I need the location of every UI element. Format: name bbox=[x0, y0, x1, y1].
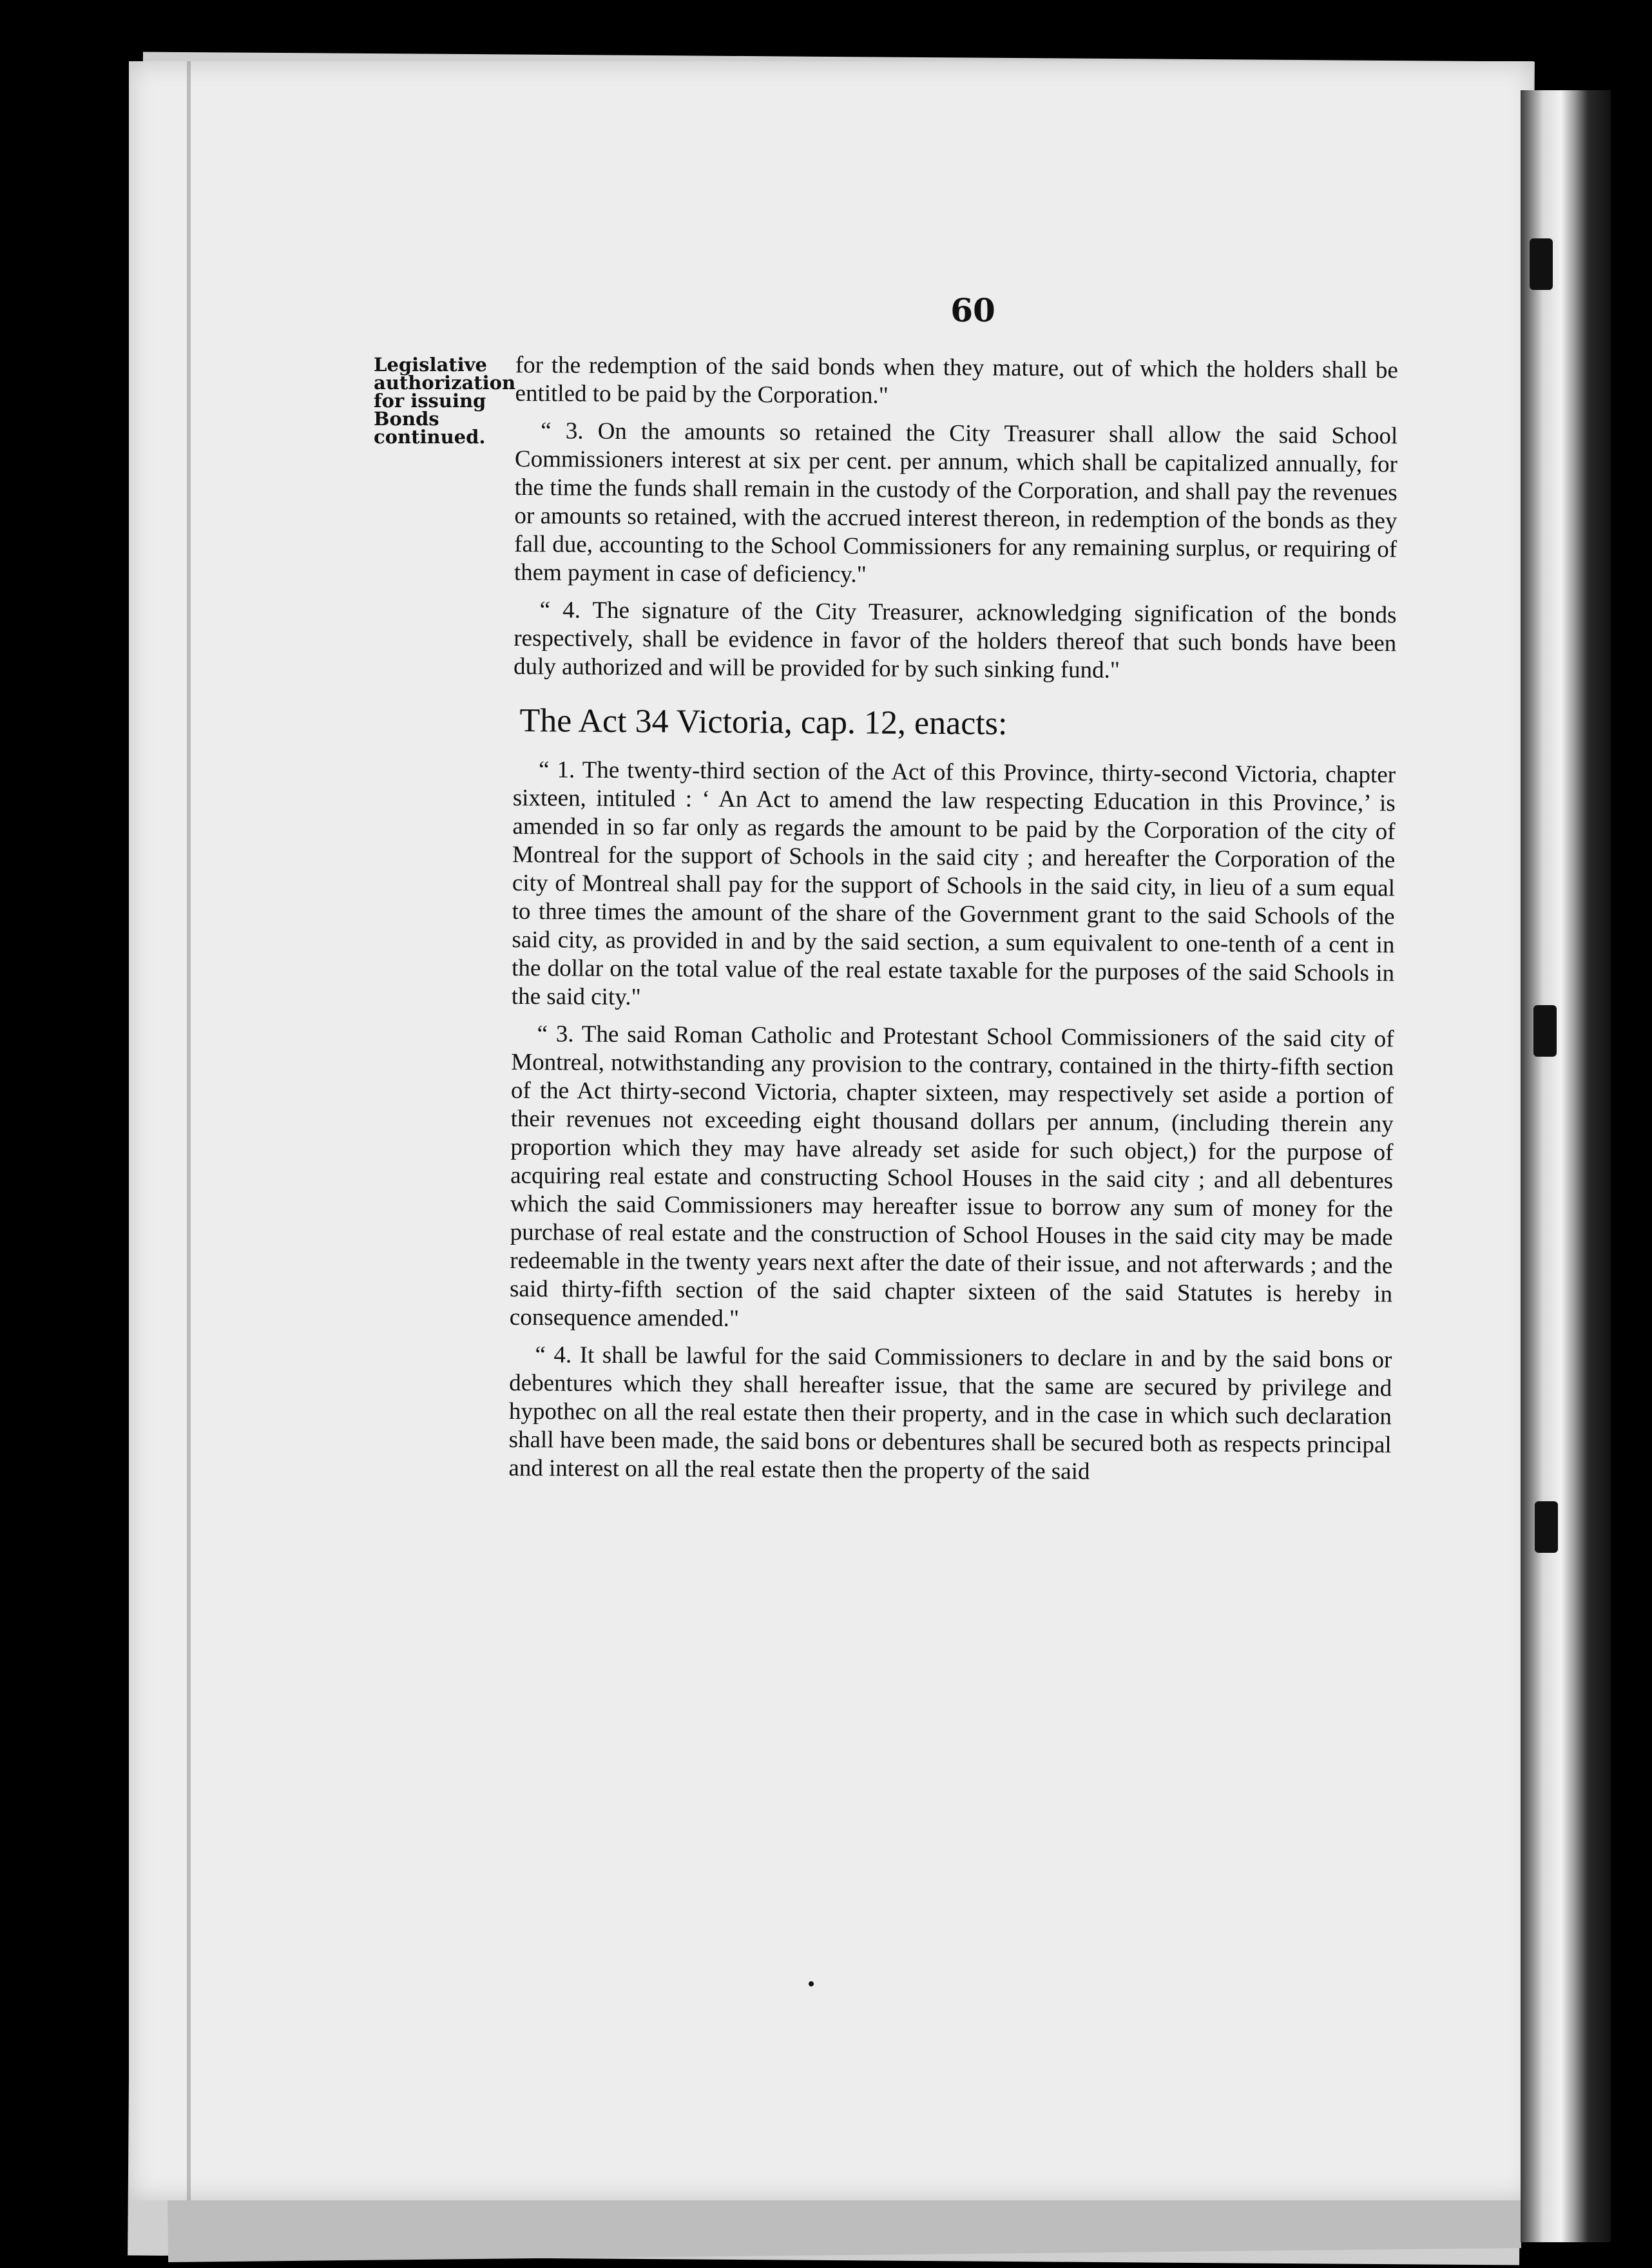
paragraph: for the redemption of the said bonds when they mature, out of which the holders shall be entitled to be paid by the Corporation." bbox=[515, 352, 1398, 409]
ink-dot bbox=[809, 1981, 814, 1986]
body-text bbox=[508, 351, 1398, 1497]
binding-notch bbox=[1535, 1501, 1558, 1553]
page-number: 60 bbox=[950, 291, 995, 329]
binding-notch bbox=[1530, 238, 1553, 290]
paragraph: “ 4. It shall be lawful for the said Commissioners to declare in and by the said bons or debentures which they shall hereafter issue, that the same are secured by privilege and hypothec on all the real estate then their property, and in the case in which such declaration shall have been made, the said bons or debentures shall be secured both as respects principal and interest on all the real estate then the property of the said bbox=[508, 1341, 1392, 1485]
book-binding-edge bbox=[1521, 90, 1611, 2242]
section-heading: The Act 34 Victoria, cap. 12, enacts: bbox=[519, 702, 1008, 742]
paragraph: “ 4. The signature of the City Treasurer, acknowledging signification of the bonds respectively, shall be evidence in favor of the holders thereof that such bonds have been duly authorized and will be provided for by such sinking fund." bbox=[513, 597, 1397, 684]
paragraph: “ 3. On the amounts so retained the City Treasurer shall allow the said School Commissioners interest at six per cent. per annum, which shall be capitalized annually, for the time the funds shall remain in the custody of the Corporation, and shall pay the revenues or amounts so retained, with the accrued interest thereon, in redemption of the bonds as they fall due, accounting to the School Commissioners for any remaining surplus, or requiring of them payment in case of deficiency." bbox=[514, 418, 1398, 588]
paragraph: “ 1. The twenty-third section of the Act of this Province, thirty-second Victoria, chapter sixteen, intituled : ‘ An Act to amend the law respecting Education in this Province,’ is amended in so far only as regards the amount to be paid by the Corporation of the city of Montreal for the support of Schools in the said city ; and hereafter the Corporation of the city of Montreal shall pay for the support of Schools in the said city, in lieu of a sum equal to three times the amount of the share of the Government grant to the said Schools of the said city, as provided in and by the said section, a sum equivalent to one-tenth of a cent in the dollar on the total value of the real estate taxable for the purposes of the said Schools in the said city." bbox=[511, 756, 1396, 1011]
margin-note: Legislative authorization for issuing Bonds continued. bbox=[374, 354, 516, 448]
paragraph: “ 3. The said Roman Catholic and Protestant School Commissioners of the said city of Montreal, notwithstanding any provision to the contrary, contained in the thirty-fifth section of the Act thirty-second Victoria, chapter sixteen, may respectively set aside a portion of their revenues not exceeding eight thousand dollars per annum, (including therein any proportion which they may have already set aside for such object,) for the purpose of acquiring real estate and constructing School Houses in the said city ; and all debentures which the said Commissioners may hereafter issue to borrow any sum of money for the purchase of real estate and the construction of School Houses in the said city may be made redeemable in the twenty years next after the date of their issue, and not afterwards ; and the said thirty-fifth section of the said chapter sixteen of the said Statutes is hereby in consequence amended." bbox=[509, 1021, 1394, 1332]
binding-notch bbox=[1533, 1005, 1557, 1057]
